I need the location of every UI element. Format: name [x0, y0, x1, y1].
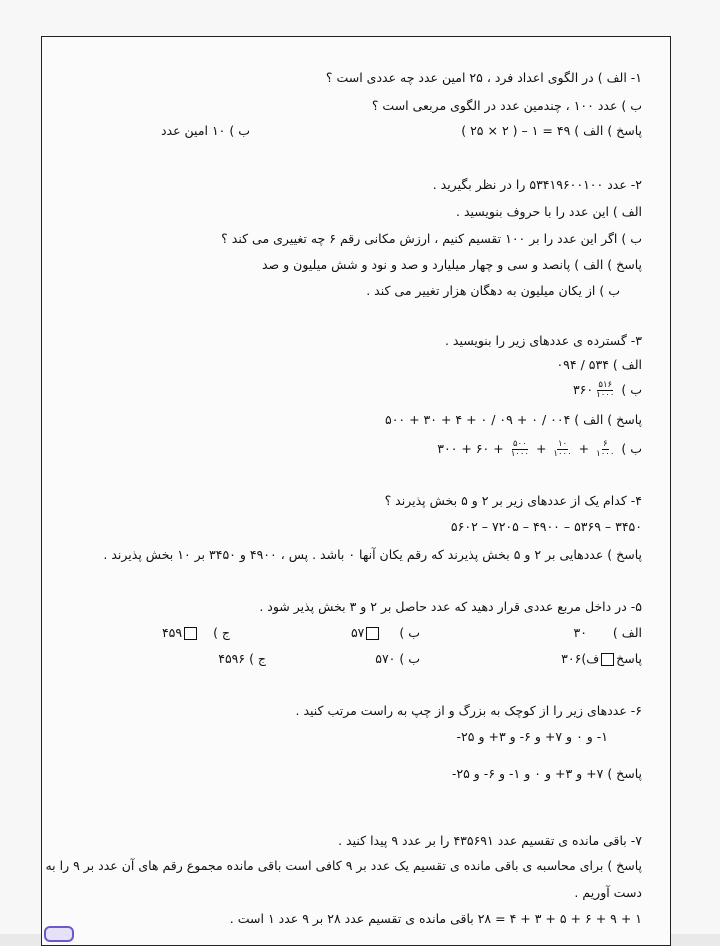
- q6-question: ۶- عددهای زیر را از کوچک به بزرگ و از چپ به راست مرتب کنید .: [295, 703, 642, 718]
- q3-part-b: [573, 381, 642, 400]
- q7-answer-line-2: دست آوریم .: [574, 885, 642, 900]
- blank-square-icon: [366, 627, 379, 640]
- q5-c-label: ج ): [213, 625, 230, 640]
- q4-question: ۴- کدام یک از عددهای زیر بر ۲ و ۵ بخش پذیرند ؟: [384, 493, 642, 508]
- q3-ans-a-label: پاسخ ) الف ): [574, 412, 642, 427]
- fraction-numerator: ۶: [602, 439, 608, 449]
- fraction-numerator: ۱۰: [557, 439, 568, 449]
- q5-a-value: ۳۰: [573, 625, 587, 640]
- q5-answer-a: [561, 651, 642, 667]
- q3-ans-b-label: ب ): [621, 441, 642, 456]
- q3-question: ۳- گسترده ی عددهای زیر را بنویسید .: [444, 333, 642, 348]
- corner-badge-icon: [44, 926, 74, 942]
- q1-answer-a: پاسخ ) الف ) ۴۹ = ۱ – ( ۲ × ۲۵ ): [461, 123, 642, 138]
- q2-answer-b: ب ) از یکان میلیون به دهگان هزار تغییر می کند .: [366, 283, 620, 298]
- q3-part-a: [556, 357, 642, 373]
- plus-sign: +: [535, 441, 547, 456]
- q5-answer-c: ج ) ۴۵۹۶: [218, 651, 266, 666]
- q3-ans-b-fraction-1: [510, 440, 530, 459]
- q4-answer: پاسخ ) عددهایی بر ۲ و ۵ بخش پذیرند که رقم یکان آنها ۰ باشد . پس ، ۴۹۰۰ و ۳۴۵۰ بر ۱۰ بخش پذیرند .: [103, 547, 642, 562]
- q3-a-label: الف ): [612, 357, 642, 372]
- q3-b-numerator: ۵۱۶: [598, 380, 613, 390]
- q5-b-value: ۵۷: [350, 625, 365, 640]
- q7-answer-line-1: پاسخ ) برای محاسبه ی باقی مانده ی تقسیم یک عدد بر ۹ کافی است باقی مانده مجموع رقم های آن عدد بر ۹ را به: [45, 858, 642, 873]
- q2-part-a: الف ) این عدد را با حروف بنویسید .: [456, 204, 642, 219]
- q5-item-b: [351, 625, 420, 641]
- q3-answer-a: [385, 412, 642, 428]
- q3-b-label: ب ): [621, 382, 642, 397]
- q3-ans-a-value: ۵۰۰ + ۳۰ + ۴ + ۰ / ۰۹ + ۰ / ۰۰۴: [385, 412, 571, 427]
- q3-a-value: ۵۳۴ / ۰۹۴: [556, 357, 609, 372]
- square-icon: [601, 653, 614, 666]
- q3-b-denominator: ۱۰۰۰: [596, 390, 615, 400]
- q6-numbers: ۱- و ۰ و ۷+ و ۶- و ۳+ و ۲۵-: [456, 729, 608, 744]
- q3-ans-b-integer: ۳۰۰ + ۶۰ +: [437, 441, 504, 456]
- q2-answer-a: پاسخ ) الف ) پانصد و سی و چهار میلیارد و صد و نود و شش میلیون و صد: [261, 257, 642, 272]
- q7-question: ۷- باقی مانده ی تقسیم عدد ۴۳۵۶۹۱ را بر عدد ۹ پیدا کنید .: [338, 833, 642, 848]
- fraction-numerator: ۵۰۰: [512, 439, 527, 449]
- q5-answer-a-value: ف)۳۰۶: [561, 651, 600, 666]
- q5-b-label: ب ): [399, 625, 420, 640]
- q5-item-c: [162, 625, 230, 641]
- q2-part-b: ب ) اگر این عدد را بر ۱۰۰ تقسیم کنیم ، ارزش مکانی رقم ۶ چه تغییری می کند ؟: [221, 231, 642, 246]
- q5-answer-b: ب ) ۵۷۰: [375, 651, 420, 666]
- q3-answer-b: [437, 440, 642, 459]
- q3-ans-b-fraction-3: [595, 440, 615, 459]
- q5-a-label: الف ): [612, 625, 642, 640]
- fraction-denominator: ۱۰۰۰: [553, 449, 572, 459]
- q5-answer-label: پاسخ: [616, 651, 642, 666]
- fraction-denominator: ۱۰۰۰: [510, 449, 529, 459]
- q4-numbers: ۵۶۰۲ – ۷۲۰۵ – ۴۹۰۰ – ۵۳۶۹ – ۳۴۵۰: [450, 519, 642, 534]
- q1-answer-b: ب ) ۱۰ امین عدد: [160, 123, 250, 138]
- plus-sign: +: [578, 441, 590, 456]
- fraction-denominator: ۱۰۰۰: [596, 449, 615, 459]
- q1-part-a: ۱- الف ) در الگوی اعداد فرد ، ۲۵ امین عدد چه عددی است ؟: [325, 70, 642, 85]
- q1-part-b: ب ) عدد ۱۰۰ ، چندمین عدد در الگوی مربعی است ؟: [371, 98, 642, 113]
- q5-c-value: ۴۵۹: [161, 625, 183, 640]
- q5-item-a: [574, 625, 642, 641]
- q3-b-whole: ۳۶۰: [572, 382, 594, 397]
- blank-square-icon: [184, 627, 197, 640]
- q6-answer: پاسخ ) ۷+ و ۳+ و ۰ و ۱- و ۶- و ۲۵-: [451, 766, 642, 781]
- worksheet-frame: [41, 36, 671, 946]
- q3-ans-b-fraction-2: [552, 440, 572, 459]
- q2-question: ۲- عدد ۵۳۴۱۹۶۰۰۱۰۰ را در نظر بگیرید .: [432, 177, 642, 192]
- q5-question: ۵- در داخل مربع عددی قرار دهید که عدد حاصل بر ۲ و ۳ بخش پذیر شود .: [259, 599, 642, 614]
- q7-answer-line-3: ۱ + ۹ + ۶ + ۵ + ۳ + ۴ = ۲۸ باقی مانده ی تقسیم عدد ۲۸ بر ۹ عدد ۱ است .: [229, 911, 642, 926]
- q3-b-fraction: [595, 381, 615, 400]
